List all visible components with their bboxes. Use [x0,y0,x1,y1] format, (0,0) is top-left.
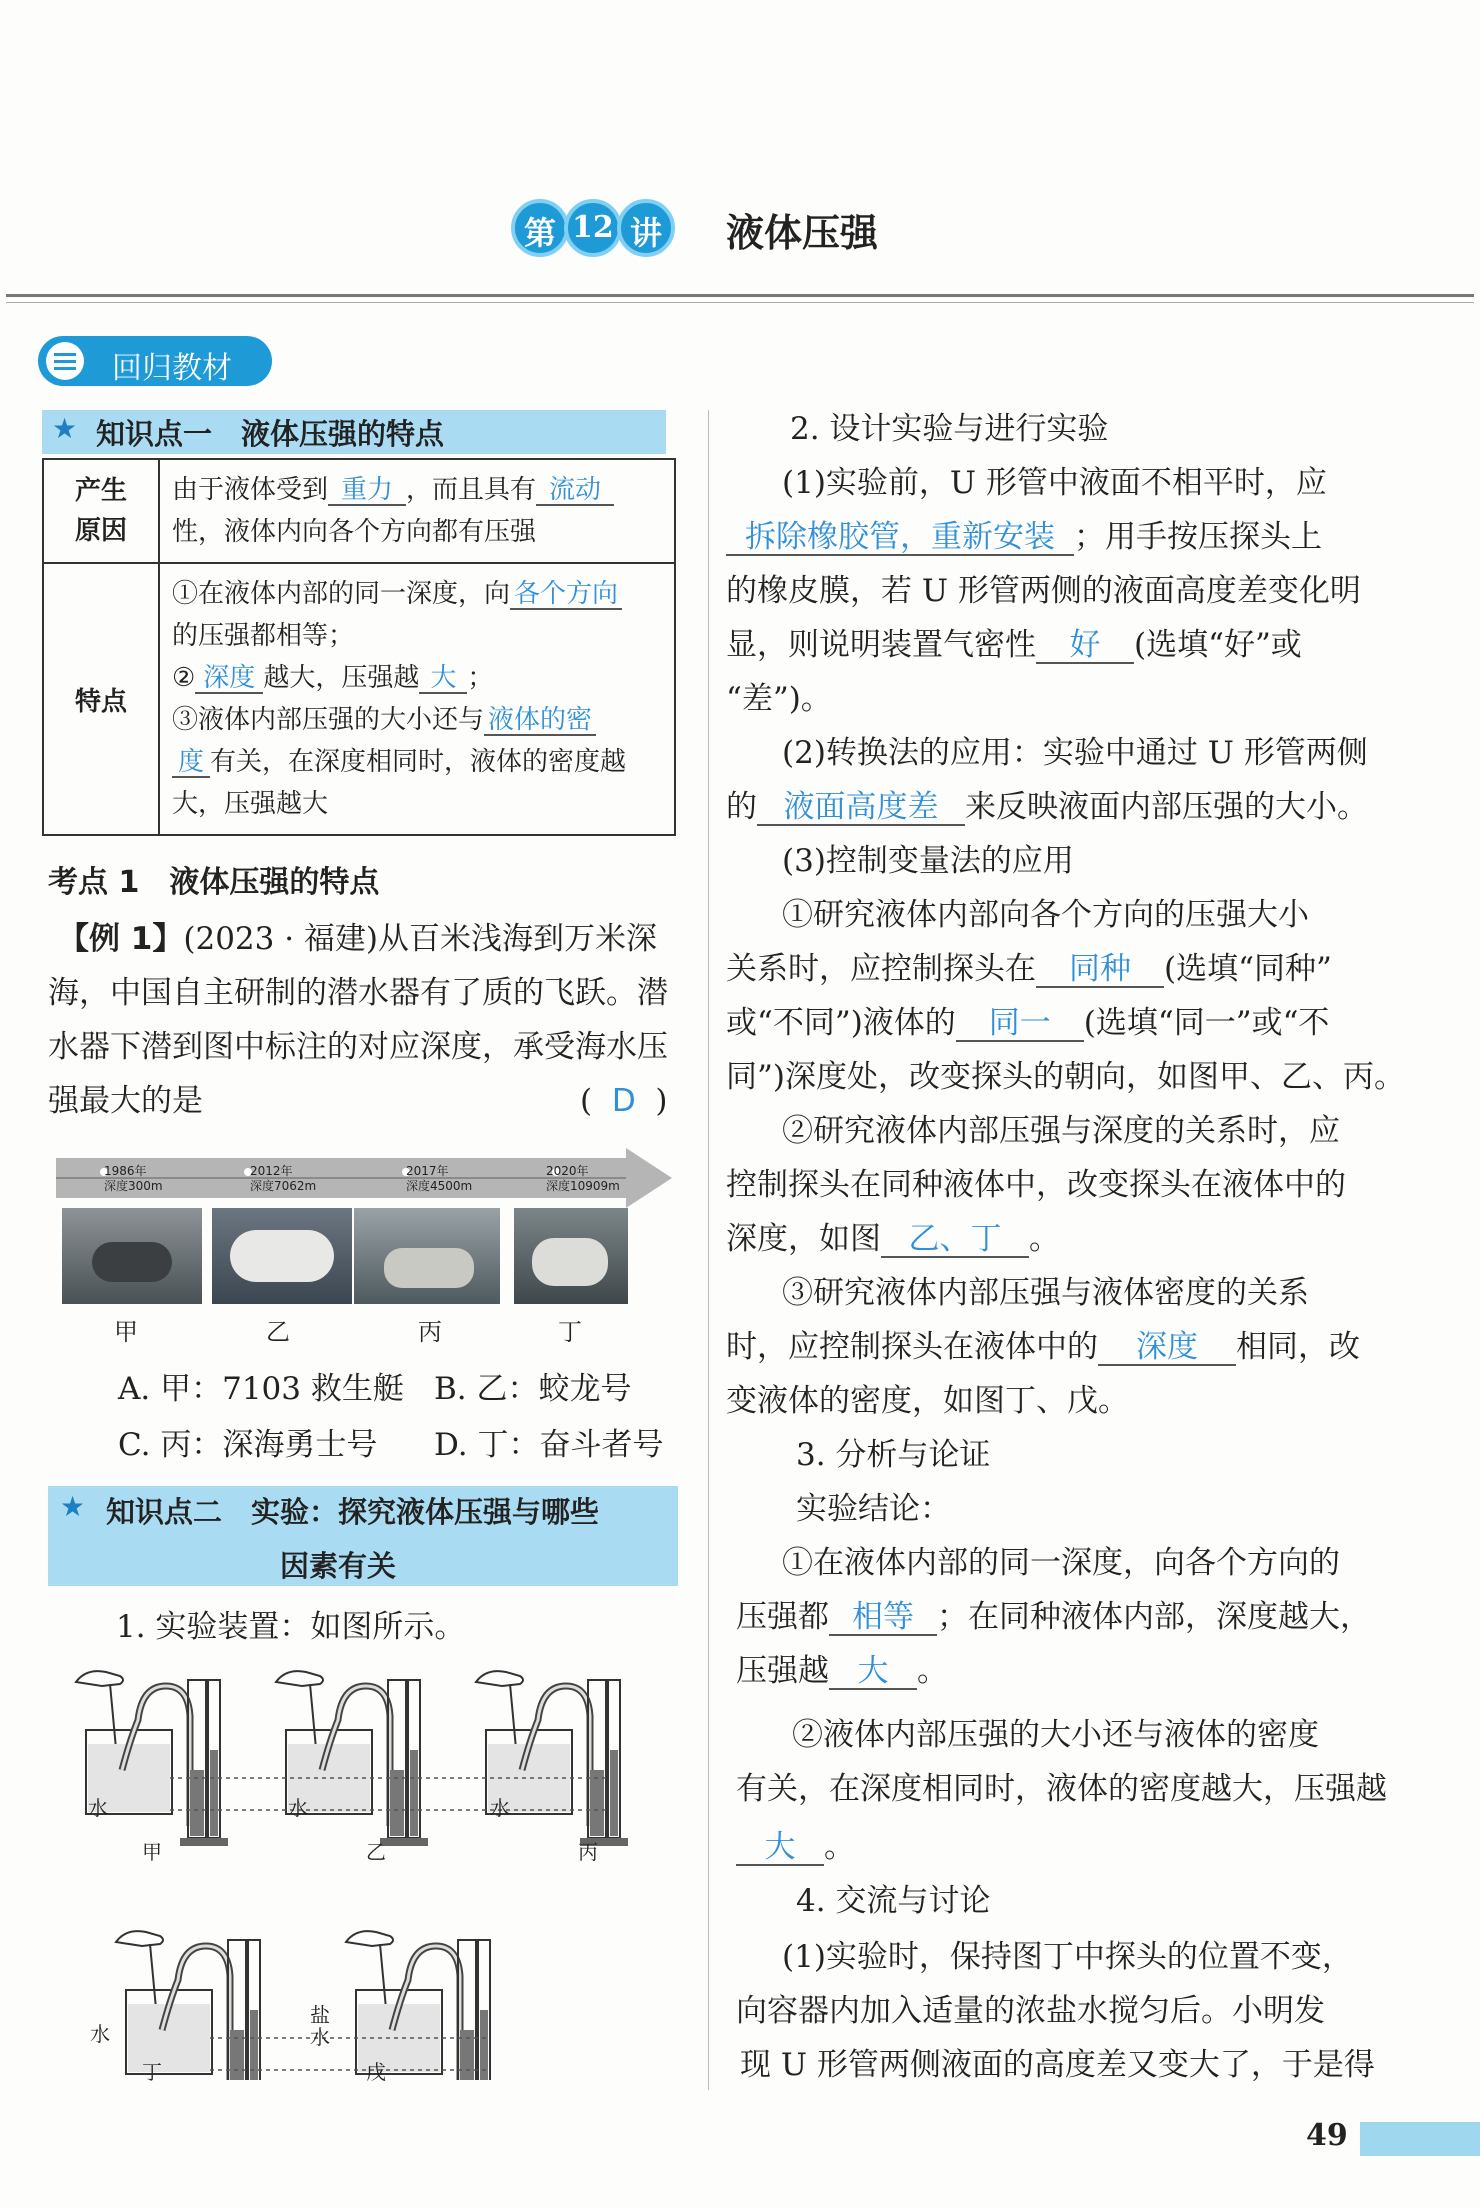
example-line-3: 水器下潜到图中标注的对应深度，承受海水压 [48,1029,668,1065]
fig-label-yi: 乙 [366,1840,386,1864]
kt-cause-text: 由于液体受到 重力 ，而且具有 流动 性，液体内向各个方向都有压强 [159,459,675,563]
kp2-item-1: 1. 实验装置：如图所示。 [116,1609,466,1645]
timeline-4: 2020年 深度10909m [546,1164,620,1193]
r-s3b: 实验结论： [796,1491,951,1527]
r-c2b: 有关，在深度相同时，液体的密度越大，压强越 [736,1771,1387,1807]
example-tag: 【例 1】 [58,921,184,957]
option-d: D. 丁：奋斗者号 [434,1427,664,1463]
r-p3f: 同”)深度处，改变探头的朝向，如图甲、乙、丙。 [726,1059,1405,1095]
kt-label-cause [43,459,159,563]
r-d1a: (1)实验时，保持图丁中探头的位置不变， [782,1939,1353,1975]
fig-salt: 盐 水 [310,2003,330,2049]
star-icon-2: ★ [60,1490,86,1523]
page-number-bar [1360,2122,1480,2156]
r-d1b: 向容器内加入适量的浓盐水搅匀后。小明发 [736,1993,1325,2029]
r-s4: 4. 交流与讨论 [796,1883,991,1919]
example-line-2: 海，中国自主研制的潜水器有了质的飞跃。潜 [48,975,668,1011]
photo-label-ding: 丁 [558,1318,582,1346]
r-ans-good: 好 [1036,629,1134,664]
r-c2a: ②液体内部压强的大小还与液体的密度 [792,1717,1319,1753]
fig-label-ding: 丁 [142,2060,162,2084]
option-c: C. 丙：深海勇士号 [118,1427,378,1463]
fig-label-jia: 甲 [142,1840,162,1864]
badge-pre: 第 [524,214,557,252]
badge-num: 12 [572,210,614,245]
photo-label-jia: 甲 [114,1318,138,1346]
lecture-badge [508,198,678,258]
exam-point: 考点 1 液体压强的特点 [48,865,380,900]
kp2-heading-1: 知识点二 实验：探究液体压强与哪些 [106,1495,600,1529]
option-b: B. 乙：蛟龙号 [434,1371,632,1407]
kt-ans-density: 液体的密 [484,707,596,736]
photo-label-yi: 乙 [266,1318,290,1346]
kt-feature-text: ①在液体内部的同一深度，向 各个方向 的压强都相等； ② 深度 越大，压强越 大 ； ③液体内部压强的大小还与 液体的密 度 有关，在深度相同时，液体的密度越 大，压强越大 [159,563,675,835]
r-ans-big-2: 大 [736,1831,824,1866]
r-ans-height-diff: 液面高度差 [757,791,965,826]
r-ans-same-kind: 同种 [1036,953,1164,988]
r-p4a: ②研究液体内部压强与深度的关系时，应 [782,1113,1340,1149]
timeline-1: 1986年 深度300m [104,1164,163,1193]
r-p5d: 变液体的密度，如图丁、戊。 [726,1383,1129,1419]
r-c1-line2: 压强都 相等 ；在同种液体内部，深度越大， [736,1599,1371,1635]
r-p1a: (1)实验前，U 形管中液面不相平时，应 [782,465,1327,501]
kp2-heading-2: 因素有关 [280,1549,397,1583]
kt-ans-depth: 深度 [195,665,263,694]
r-p3-line2: 关系时，应控制探头在 同种 (选填“同种” [726,951,1332,987]
r-p1-line2: 拆除橡胶管，重新安装 ；用手按压探头上 [726,510,1322,564]
photo-jia [62,1208,202,1304]
kp1-heading: 知识点一 液体压强的特点 [96,417,445,451]
r-ans-equal: 相等 [829,1601,937,1636]
example-line-1: 【例 1】(2023 · 福建)从百米浅海到万米深 [58,921,658,957]
kt-label-feature: 特点 [43,563,159,835]
example-line-4: 强最大的是 [48,1083,203,1119]
r-p4b: 控制探头在同种液体中，改变探头在液体中的 [726,1167,1346,1203]
kt-ans-gravity: 重力 [328,477,406,506]
header-divider-thin [6,302,1474,303]
timeline-2: 2012年 深度7062m [250,1164,317,1193]
r-ans-reinstall: 拆除橡胶管，重新安装 [726,521,1074,556]
r-s2: 2. 设计实验与进行实验 [790,411,1109,447]
kt-ans-flow: 流动 [536,477,614,506]
r-p2-line2: 的 液面高度差 来反映液面内部压强的大小。 [726,789,1368,825]
r-p1f: “差”)。 [726,681,832,717]
r-c2-line3: 大 。 [736,1820,855,1874]
r-p5-line2: 时，应控制探头在液体中的 深度 相同，改 [726,1329,1360,1365]
kt-ans-big: 大 [419,665,467,694]
badge-post: 讲 [630,214,663,252]
kt-label-cause-2: 原因 [74,516,127,546]
fig-water-yi: 水 [288,1796,308,1820]
example-answer-bracket: ( D ) [580,1083,668,1119]
photo-yi [212,1208,352,1304]
kt-label-cause-1: 产生 [74,476,127,506]
r-p3: (3)控制变量法的应用 [782,843,1074,879]
fig-water-bing: 水 [490,1796,510,1820]
section-tag-label: 回归教材 [112,351,232,386]
kt-ans-all-dir: 各个方向 [510,581,622,610]
lecture-title: 液体压强 [726,211,879,255]
fig-water-ding: 水 [90,2022,110,2046]
example-answer: D [611,1083,636,1119]
r-c1-line3: 压强越 大 。 [736,1653,948,1689]
r-p1c: 的橡皮膜，若 U 形管两侧的液面高度差变化明 [726,573,1361,609]
r-p2a: (2)转换法的应用：实验中通过 U 形管两侧 [782,735,1368,771]
r-ans-big-1: 大 [829,1655,917,1690]
photo-bing [354,1208,500,1304]
r-s3: 3. 分析与论证 [796,1437,991,1473]
header-divider [6,294,1474,297]
kp1-table [42,458,676,836]
star-icon: ★ [52,412,78,445]
fig-label-bing: 丙 [578,1840,598,1864]
r-p3a: ①研究液体内部向各个方向的压强大小 [782,897,1309,933]
r-ans-depth: 深度 [1098,1331,1236,1366]
option-a: A. 甲：7103 救生艇 [118,1371,404,1407]
page-number: 49 [1306,2118,1348,2153]
r-ans-same: 同一 [956,1007,1084,1042]
timeline-3: 2017年 深度4500m [406,1164,473,1193]
fig-label-wu: 戊 [366,2060,386,2084]
column-divider [708,410,709,2090]
apparatus-figure [70,1660,680,2080]
r-ans-yi-ding: 乙、丁 [881,1223,1029,1258]
book-icon [46,342,84,380]
r-p1-line4: 显，则说明装置气密性 好 (选填“好”或 [726,627,1302,663]
fig-water-jia: 水 [88,1796,108,1820]
r-c1a: ①在液体内部的同一深度，向各个方向的 [782,1545,1340,1581]
r-d1c: 现 U 形管两侧液面的高度差又变大了，于是得 [740,2047,1375,2083]
photo-label-bing: 丙 [418,1318,442,1346]
r-p5a: ③研究液体内部压强与液体密度的关系 [782,1275,1309,1311]
section-tag [38,336,272,386]
photo-ding [514,1208,628,1304]
kt-ans-density-2: 度 [172,749,210,778]
r-p3-line3: 或“不同”)液体的 同一 (选填“同一”或“不 [726,1005,1330,1041]
r-p4-line3: 深度，如图 乙、丁 。 [726,1221,1060,1257]
